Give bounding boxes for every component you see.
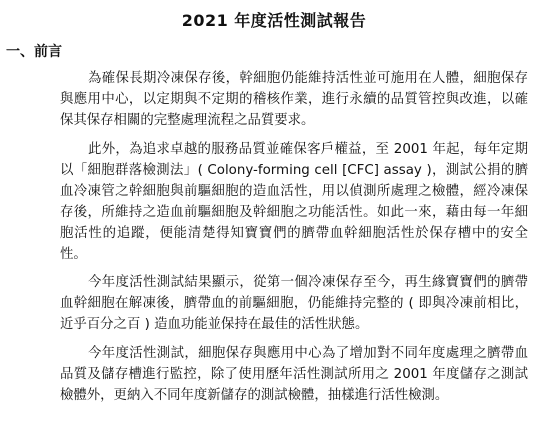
paragraph-3: 今年度活性測試結果顯示，從第一個冷凍保存至今，再生緣寶寶們的臍帶血幹細胞在解凍後，臍帶血的前驅細胞，仍能維持完整的 ( 即與冷凍前相比，近乎百分之百 ) 造血功能並保持在最佳的活性狀態。	[60, 275, 528, 332]
report-body	[60, 68, 528, 413]
paragraph-2: 此外，為追求卓越的服務品質並確保客戶權益，至 2001 年起，每年定期以「細胞群落檢測法」( Colony-forming cell [CFC] assay )，測試公捐的臍血冷凍管之幹細胞與前驅細胞的造血活性，用以偵測所處理之檢體，經冷凍保存後，所維持之造血前驅細胞及幹細胞之功能活性。如此一來，藉由每一年細胞活性的追蹤，便能清楚得知寶寶們的臍帶血幹細胞活性於保存槽中的安全性。	[60, 141, 528, 262]
report-title: 2021 年度活性測試報告	[181, 11, 367, 30]
paragraph-1: 為確保長期冷凍保存後，幹細胞仍能維持活性並可施用在人體，細胞保存與應用中心，以定期與不定期的稽核作業，進行永續的品質管控與改進，以確保其保存相關的完整處理流程之品質要求。	[60, 71, 528, 128]
section-heading: 一、前言	[6, 44, 62, 60]
paragraph-4: 今年度活性測試，細胞保存與應用中心為了增加對不同年度處理之臍帶血品質及儲存槽進行監控，除了使用歷年活性測試所用之 2001 年度儲存之測試檢體外，更納入不同年度新儲存的測試檢體，抽樣進行活性檢測。	[60, 345, 528, 403]
